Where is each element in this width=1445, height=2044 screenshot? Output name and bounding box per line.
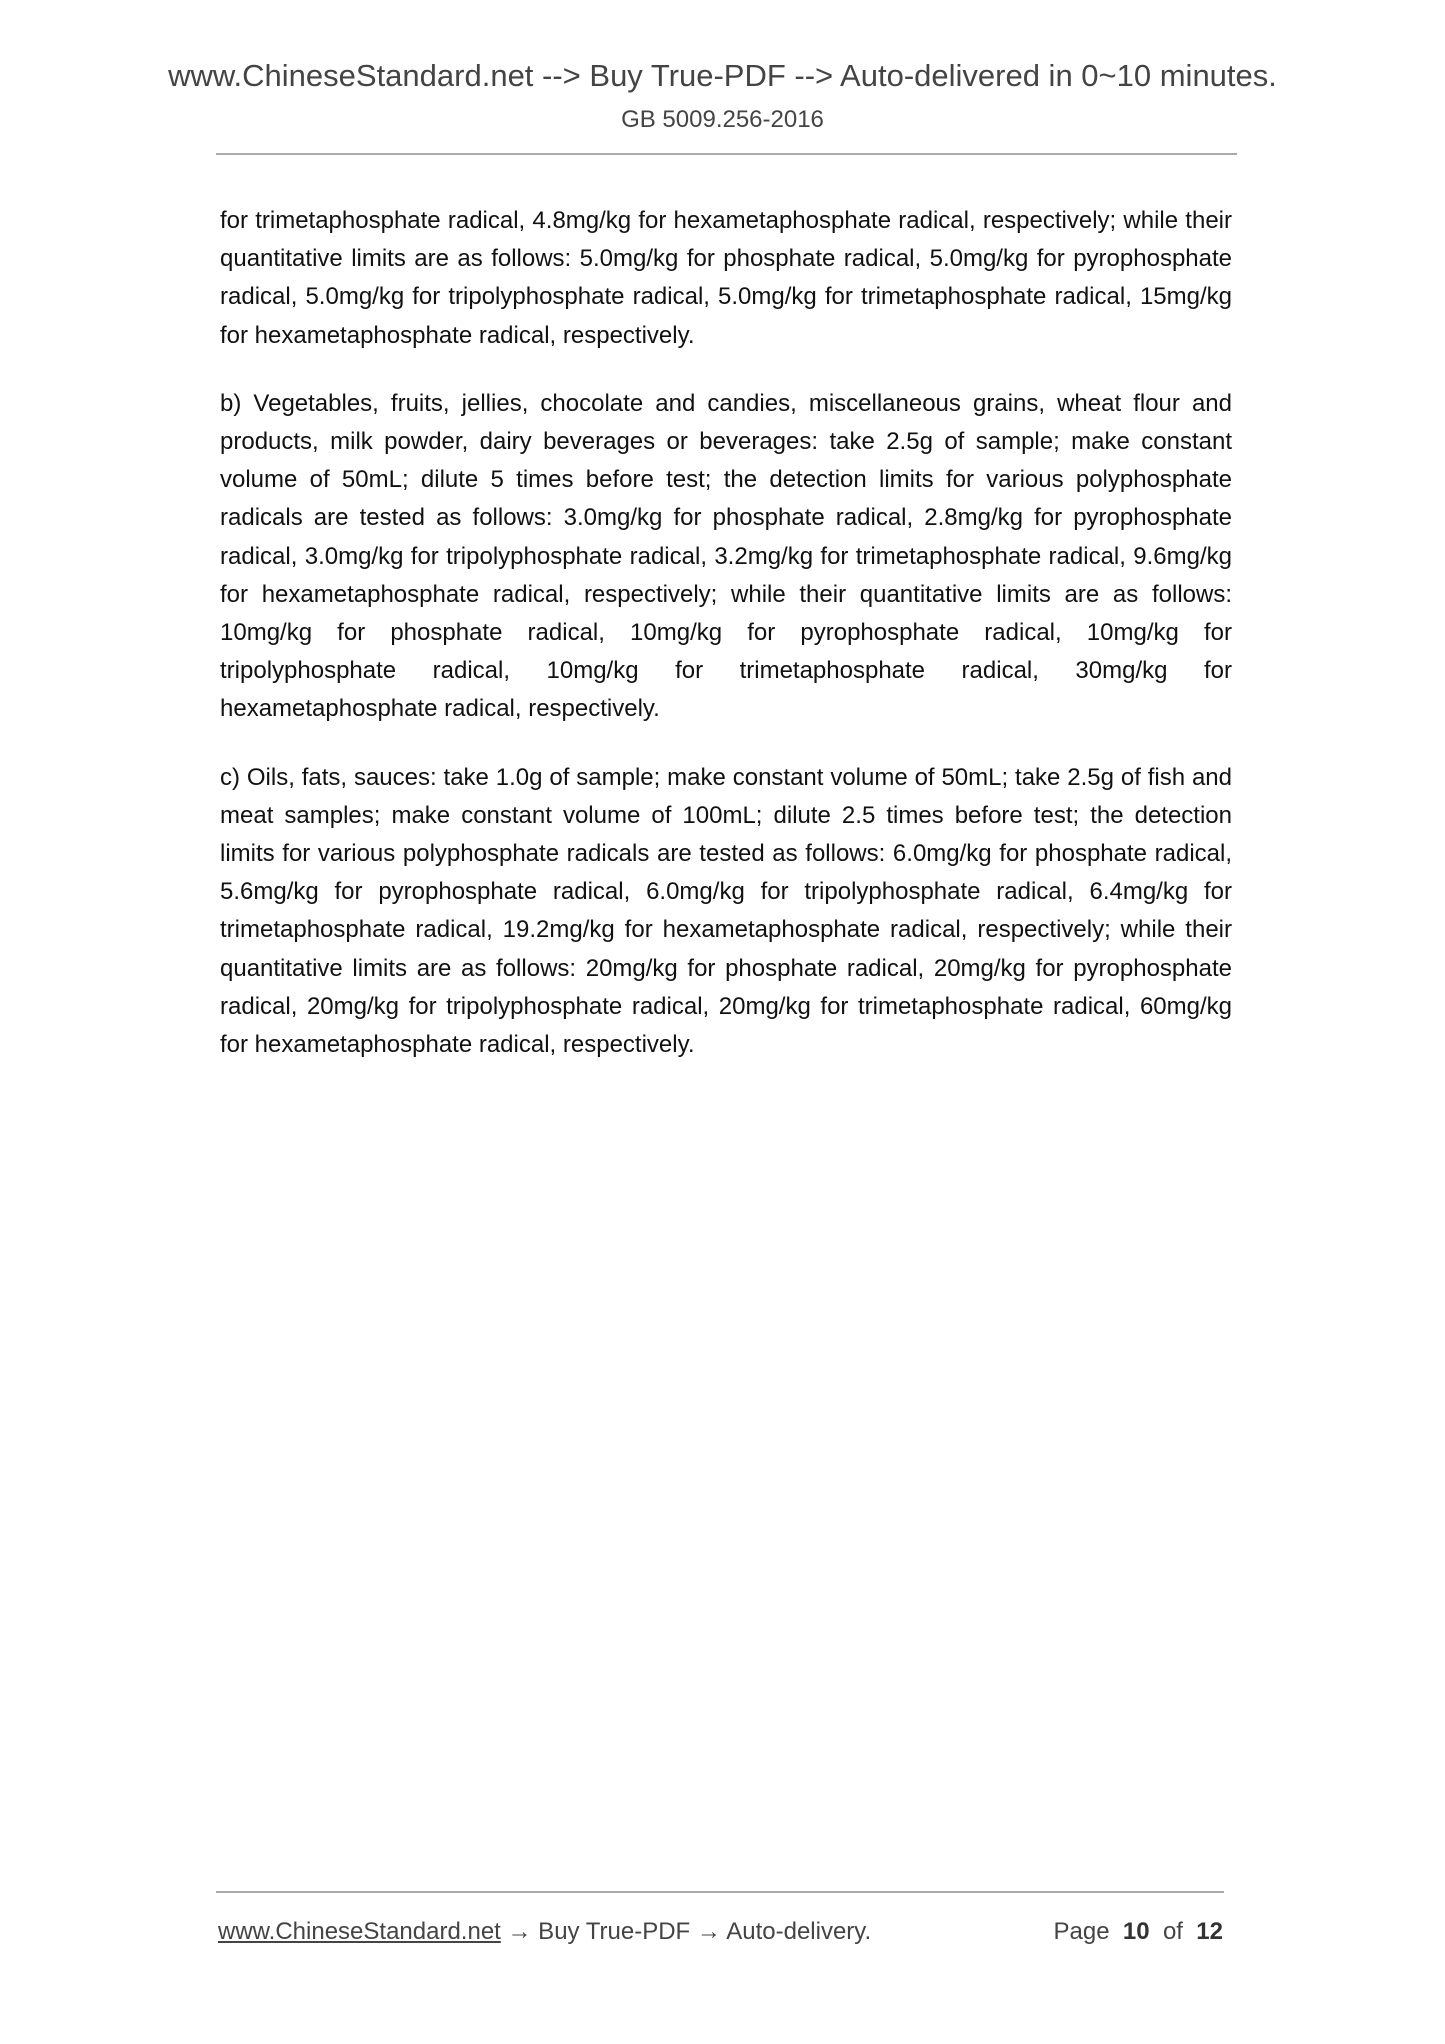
page-number — [1053, 1918, 1223, 1946]
header-divider — [216, 153, 1237, 155]
paragraph-c: c) Oils, fats, sauces: take 1.0g of sample; make constant volume of 50mL; take 2.5g of fish and meat samples; make constant volume of 100mL; dilute 2.5 times before test; the detection limits for various polyphosphate radicals are tested as follows: 6.0mg/kg for phosphate radical, 5.6mg/kg for pyrophosphate radical, 6.0mg/kg for tripolyphosphate radical, 6.4mg/kg for trimetaphosphate radical, 19.2mg/kg for hexametaphosphate radical, respectively; while their quantitative limits are as follows: 20mg/kg for phosphate radical, 20mg/kg for pyrophosphate radical, 20mg/kg for tripolyphosphate radical, 20mg/kg for trimetaphosphate radical, 60mg/kg for hexametaphosphate radical, respectively. — [220, 763, 1232, 1059]
paragraph-continuation: for trimetaphosphate radical, 4.8mg/kg for hexametaphosphate radical, respectively; while their quantitative limits are as follows: 5.0mg/kg for phosphate radical, 5.0mg/kg for pyrophosphate radical, 5.0mg/kg for tripolyphosphate radical, 5.0mg/kg for trimetaphosphate radical, 15mg/kg for hexametaphosphate radical, respectively. — [220, 207, 1232, 349]
of-label: of — [1162, 1918, 1183, 1945]
page-current: 10 — [1122, 1918, 1150, 1945]
footer-site-link[interactable]: www.ChineseStandard.net — [218, 1918, 501, 1945]
header-title: www.ChineseStandard.net --> Buy True-PDF --> Auto-delivered in 0~10 minutes. — [168, 58, 1277, 93]
page-label: Page — [1053, 1918, 1110, 1945]
standard-id: GB 5009.256-2016 — [621, 106, 824, 133]
footer-left — [218, 1918, 871, 1946]
document-body — [220, 202, 1232, 1094]
paragraph-b: b) Vegetables, fruits, jellies, chocolate and candies, miscellaneous grains, wheat flour and products, milk powder, dairy beverages or beverages: take 2.5g of sample; make constant volume of 50mL; dilute 5 times before test; the detection limits for various polyphosphate radicals are tested as follows: 3.0mg/kg for phosphate radical, 2.8mg/kg for pyrophosphate radical, 3.0mg/kg for tripolyphosphate radical, 3.2mg/kg for trimetaphosphate radical, 9.6mg/kg for hexametaphosphate radical, respectively; while their quantitative limits are as follows: 10mg/kg for phosphate radical, 10mg/kg for pyrophosphate radical, 10mg/kg for tripolyphosphate radical, 10mg/kg for trimetaphosphate radical, 30mg/kg for hexametaphosphate radical, respectively. — [220, 389, 1232, 723]
footer-divider — [216, 1891, 1224, 1893]
footer-tagline: → Buy True-PDF → Auto-delivery. — [500, 1918, 872, 1945]
page-total: 12 — [1196, 1918, 1223, 1945]
